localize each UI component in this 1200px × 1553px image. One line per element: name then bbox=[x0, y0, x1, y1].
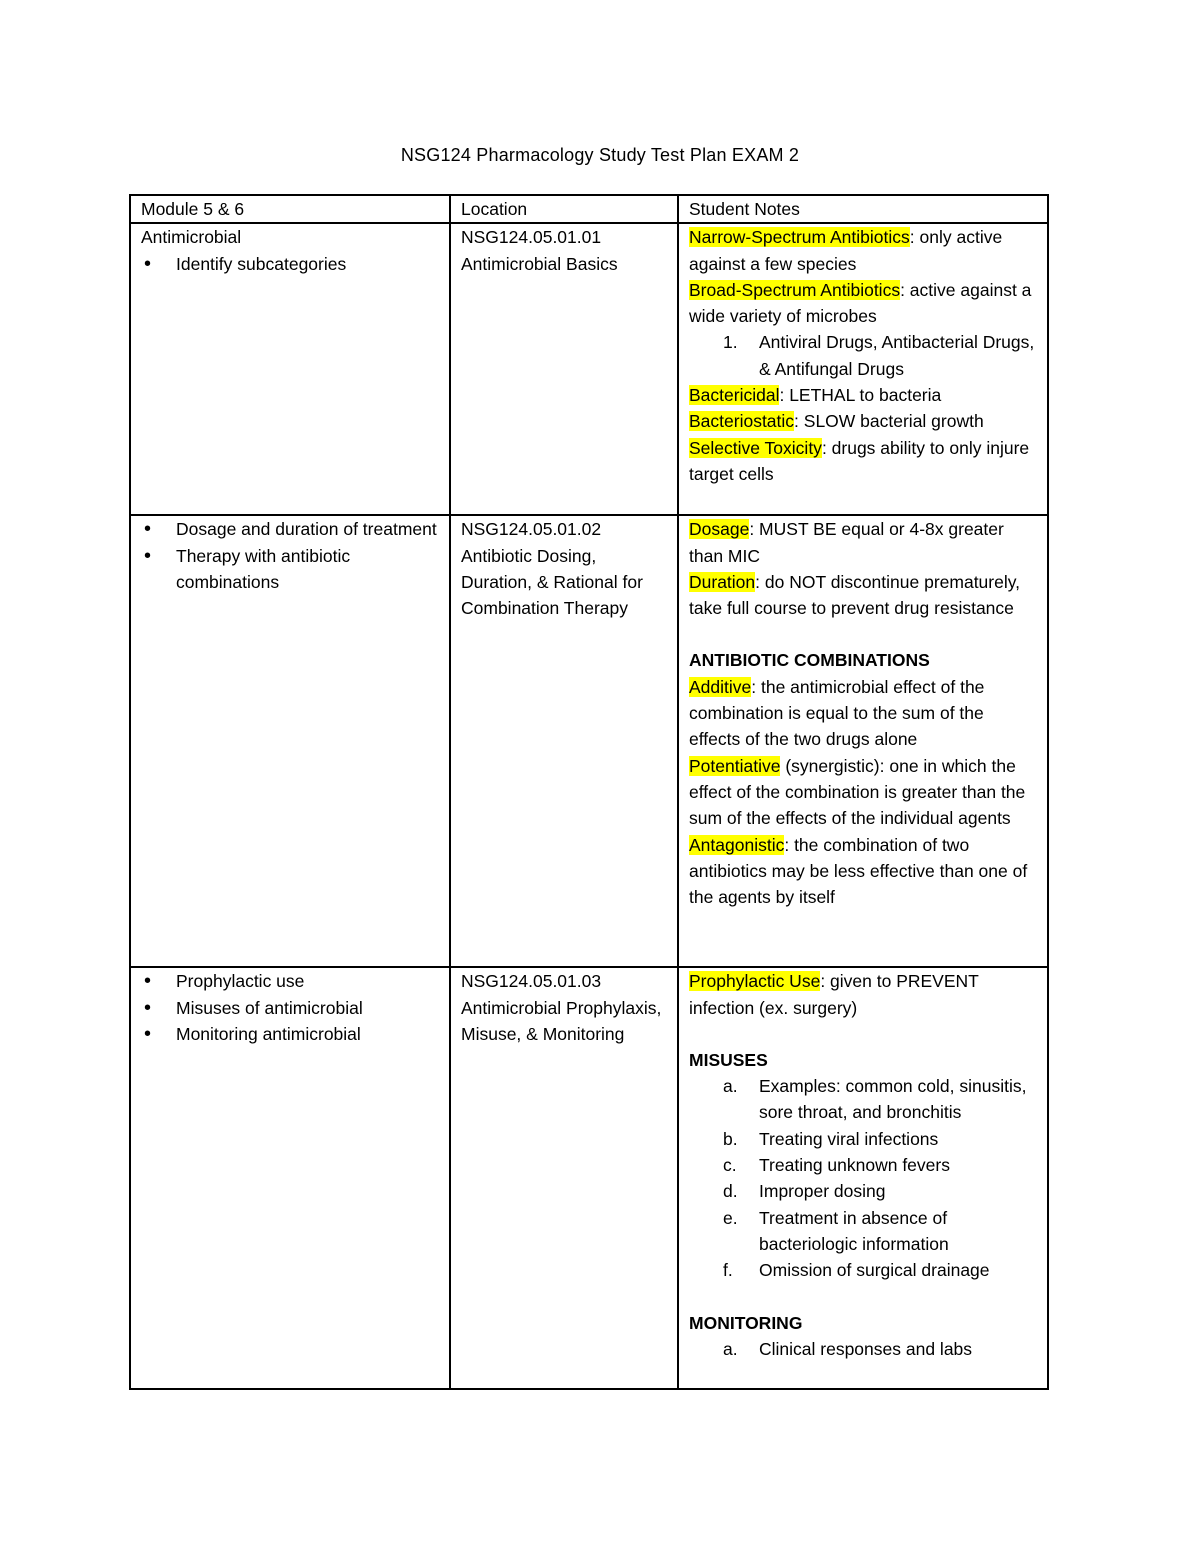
section-heading: MONITORING bbox=[689, 1312, 803, 1333]
topic-cell bbox=[130, 223, 450, 515]
list-item-text: Examples: common cold, sinusitis, sore throat, and bronchitis bbox=[759, 1076, 1027, 1123]
highlighted-term: Broad-Spectrum Antibiotics bbox=[689, 279, 901, 300]
term-definition: : SLOW bacterial growth bbox=[794, 411, 984, 432]
list-item bbox=[689, 1126, 1037, 1152]
list-marker: e. bbox=[723, 1207, 738, 1228]
numbered-list bbox=[689, 329, 1037, 382]
topic-bullet: • Identify subcategories bbox=[141, 251, 439, 277]
term-definition: (synergistic): one in which the effect of the combination is greater than the sum of the effects of the individual agents bbox=[689, 755, 1026, 829]
section-heading: MISUSES bbox=[689, 1049, 768, 1070]
term-definition: : LETHAL to bacteria bbox=[779, 385, 942, 406]
location-name: Antimicrobial Prophylaxis, Misuse, & Monitoring bbox=[461, 997, 662, 1044]
highlighted-term: Bacteriostatic bbox=[689, 411, 795, 432]
topic-title: Antimicrobial bbox=[141, 227, 242, 248]
table-row bbox=[130, 967, 1048, 1389]
list-marker: d. bbox=[723, 1181, 738, 1202]
header-student-notes: Student Notes bbox=[678, 195, 1048, 223]
term-definition: : given to PREVENT infection (ex. surgery) bbox=[689, 971, 979, 1018]
topic-bullet-list bbox=[141, 251, 439, 277]
note-entry bbox=[689, 569, 1037, 622]
monitoring-list bbox=[689, 1336, 1037, 1362]
list-marker: b. bbox=[723, 1128, 738, 1149]
location-code: NSG124.05.01.03 bbox=[461, 971, 602, 992]
term-definition: : active against a wide variety of microbes bbox=[689, 279, 1032, 327]
list-item-text: Treating viral infections bbox=[759, 1128, 939, 1149]
highlighted-term: Duration bbox=[689, 571, 756, 592]
list-item bbox=[689, 1152, 1037, 1178]
term-definition: : the antimicrobial effect of the combination is equal to the sum of the effects of the two drugs alone bbox=[689, 676, 985, 750]
highlighted-term: Antagonistic bbox=[689, 834, 785, 855]
topic-cell bbox=[130, 967, 450, 1389]
note-entry bbox=[689, 435, 1037, 488]
location-cell bbox=[450, 515, 678, 967]
list-marker: c. bbox=[723, 1155, 737, 1176]
list-item-text: Clinical responses and labs bbox=[759, 1338, 973, 1359]
list-item-text: Treatment in absence of bacteriologic information bbox=[759, 1207, 949, 1254]
list-item bbox=[689, 1336, 1037, 1362]
topic-bullet: • Therapy with antibiotic combinations bbox=[141, 543, 439, 596]
highlighted-term: Selective Toxicity bbox=[689, 437, 822, 458]
location-name: Antimicrobial Basics bbox=[461, 253, 618, 274]
note-entry bbox=[689, 224, 1037, 277]
highlighted-term: Narrow-Spectrum Antibiotics bbox=[689, 227, 910, 248]
list-item bbox=[689, 1178, 1037, 1204]
highlighted-term: Dosage bbox=[689, 519, 750, 540]
notes-cell bbox=[678, 967, 1048, 1389]
location-cell bbox=[450, 223, 678, 515]
list-marker: f. bbox=[723, 1260, 733, 1281]
notes-cell bbox=[678, 515, 1048, 967]
topic-bullet: • Prophylactic use bbox=[141, 968, 439, 994]
list-item-text: Omission of surgical drainage bbox=[759, 1260, 990, 1281]
topic-bullet-list bbox=[141, 516, 439, 595]
list-item-text: Treating unknown fevers bbox=[759, 1155, 950, 1176]
highlighted-term: Potentiative bbox=[689, 755, 781, 776]
list-item-text: Improper dosing bbox=[759, 1181, 886, 1202]
highlighted-term: Additive bbox=[689, 676, 752, 697]
document-title: NSG124 Pharmacology Study Test Plan EXAM 2 bbox=[400, 145, 800, 165]
table-header-row bbox=[130, 195, 1048, 223]
table-row bbox=[130, 515, 1048, 967]
list-marker: 1. bbox=[723, 332, 738, 353]
location-name: Antibiotic Dosing, Duration, & Rational for Combination Therapy bbox=[461, 545, 643, 619]
notes-cell bbox=[678, 223, 1048, 515]
note-entry bbox=[689, 968, 1037, 1021]
spacer bbox=[689, 1284, 1037, 1310]
list-item bbox=[689, 1205, 1037, 1258]
header-module: Module 5 & 6 bbox=[130, 195, 450, 223]
misuses-list bbox=[689, 1073, 1037, 1283]
location-code: NSG124.05.01.02 bbox=[461, 519, 602, 540]
list-marker: a. bbox=[723, 1076, 738, 1097]
term-definition: : drugs ability to only injure target cells bbox=[689, 437, 1030, 484]
topic-bullet-list bbox=[141, 968, 439, 1047]
topic-bullet: • Misuses of antimicrobial bbox=[141, 995, 439, 1021]
section-heading: ANTIBIOTIC COMBINATIONS bbox=[689, 650, 930, 671]
list-item-text: Antiviral Drugs, Antibacterial Drugs, & Antifungal Drugs bbox=[759, 332, 1035, 379]
header-location: Location bbox=[450, 195, 678, 223]
topic-bullet: • Dosage and duration of treatment bbox=[141, 516, 439, 542]
term-definition: : only active against a few species bbox=[689, 227, 1003, 274]
term-definition: : do NOT discontinue prematurely, take full course to prevent drug resistance bbox=[689, 571, 1021, 619]
note-entry bbox=[689, 408, 1037, 434]
highlighted-term: Bactericidal bbox=[689, 385, 780, 406]
list-item bbox=[689, 1257, 1037, 1283]
note-entry bbox=[689, 516, 1037, 569]
list-marker: a. bbox=[723, 1338, 738, 1359]
location-cell bbox=[450, 967, 678, 1389]
note-entry bbox=[689, 753, 1037, 832]
topic-cell bbox=[130, 515, 450, 967]
note-entry bbox=[689, 832, 1037, 911]
location-code: NSG124.05.01.01 bbox=[461, 227, 602, 248]
note-entry bbox=[689, 674, 1037, 753]
study-plan-table bbox=[129, 194, 1049, 1390]
table-row bbox=[130, 223, 1048, 515]
spacer bbox=[689, 621, 1037, 647]
term-definition: : MUST BE equal or 4-8x greater than MIC bbox=[689, 519, 1004, 566]
list-item bbox=[689, 329, 1037, 382]
topic-bullet: • Monitoring antimicrobial bbox=[141, 1021, 439, 1047]
list-item bbox=[689, 1073, 1037, 1126]
spacer bbox=[689, 1021, 1037, 1047]
term-definition: : the combination of two antibiotics may be less effective than one of the agents by itself bbox=[689, 834, 1028, 908]
note-entry bbox=[689, 382, 1037, 408]
note-entry bbox=[689, 277, 1037, 330]
highlighted-term: Prophylactic Use bbox=[689, 971, 821, 992]
